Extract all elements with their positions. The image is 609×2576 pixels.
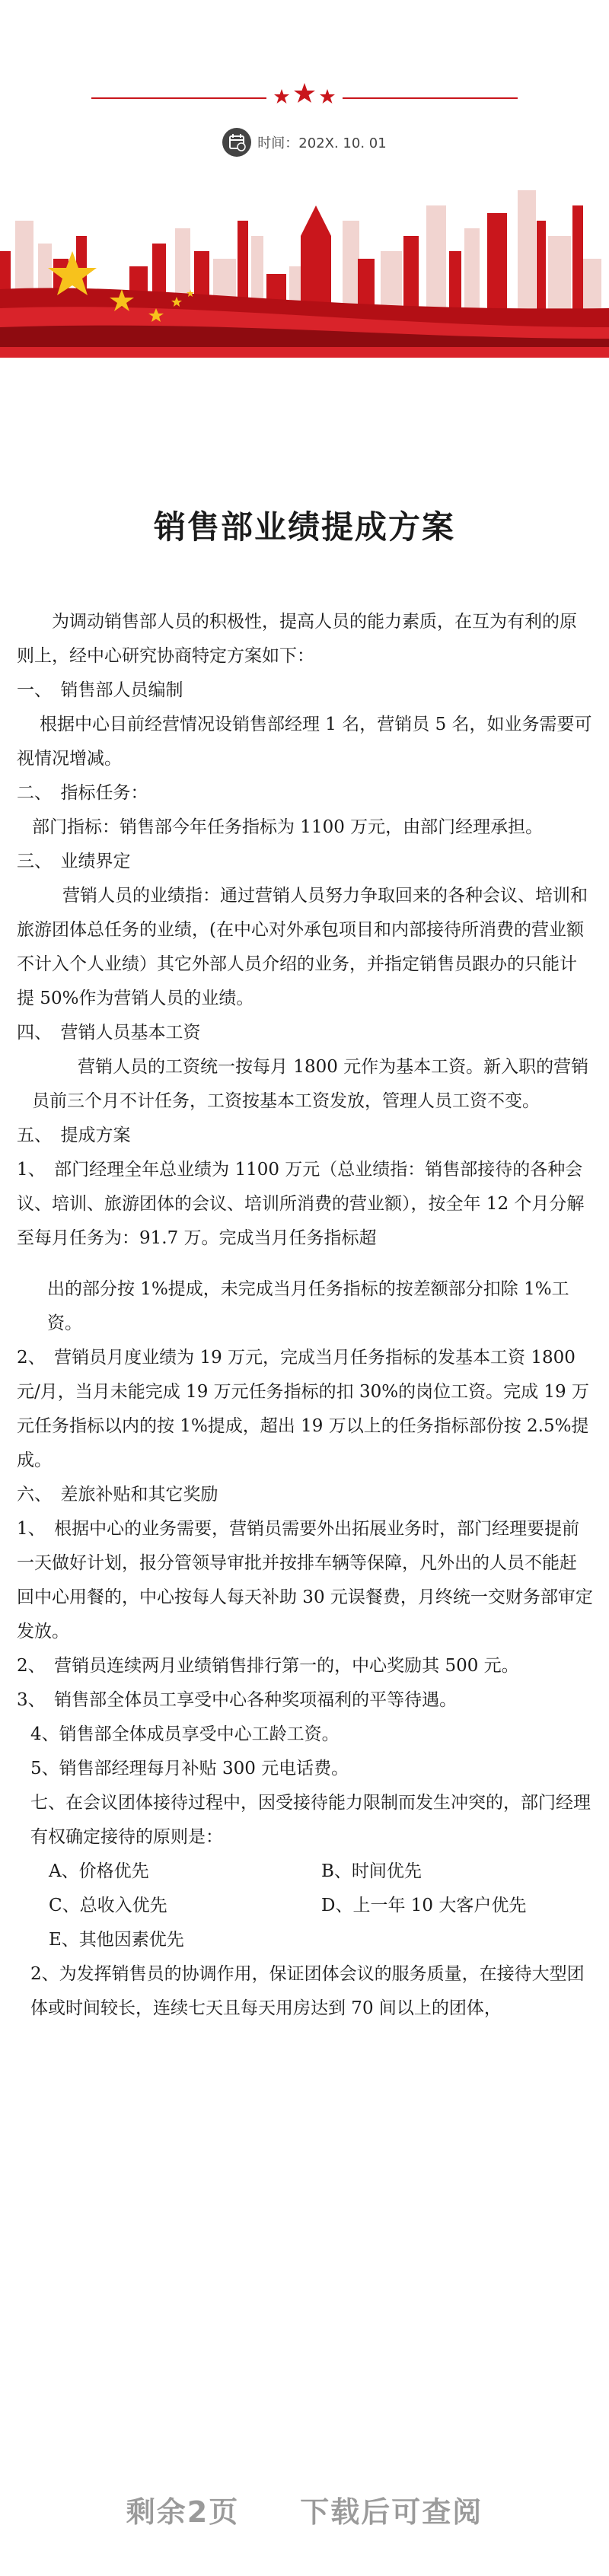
document-title: 销售部业绩提成方案 (153, 508, 455, 546)
section-heading-7: 七、在会议团体接待过程中，因受接待能力限制而发生冲突的，部门经理有权确定接待的原则是： (30, 1793, 591, 1847)
decor-line-left (91, 97, 266, 99)
city-skyline-banner (0, 175, 609, 358)
list-item-commission-1: 1、 部门经理全年总业绩为 1100 万元（总业绩指：销售部接待的各种会议、培训、旅游团体的会议、培训所消费的营业额），按全年 12 个月分解至每月任务为：91.7 万。完成当月任务指标超 (17, 1160, 585, 1248)
list-item-allowance-3: 3、 销售部全体员工享受中心各种奖项福利的平等待遇。 (17, 1690, 458, 1710)
priority-options-row-1 (17, 1855, 594, 1889)
option-d: D、上一年 10 大客户优先 (321, 1896, 527, 1915)
header-banner (0, 0, 609, 358)
calendar-icon (222, 128, 251, 157)
priority-options-row-2 (17, 1889, 594, 1923)
date-label: 时间：202X. 10. 01 (257, 135, 387, 151)
section-heading-3: 三、 业绩界定 (17, 852, 131, 871)
date-row (0, 128, 609, 157)
option-e: E、其他因素优先 (49, 1930, 184, 1950)
document-body (17, 605, 594, 2026)
list-item-allowance-5: 5、销售部经理每月补贴 300 元电话费。 (30, 1759, 349, 1778)
section-heading-4: 四、 营销人员基本工资 (17, 1023, 201, 1043)
list-item-commission-2: 2、 营销员月度业绩为 19 万元，完成当月任务指标的发基本工资 1800 元/月，当月未能完成 19 万元任务指标的扣 30%的岗位工资。完成 19 万元任务指标以内的按 1%提成，超出 19 万以上的任务指标部份按 2.5%提成。 (17, 1348, 589, 1470)
option-c: C、总收入优先 (49, 1896, 167, 1915)
download-prompt[interactable]: 剩余2页 下载后可查阅 (126, 2495, 483, 2529)
option-b: B、时间优先 (321, 1861, 422, 1881)
decor-line-right (343, 97, 518, 99)
paragraph-salary: 营销人员的工资统一按每月 1800 元作为基本工资。新入职的营销员前三个月不计任务，工资按基本工资发放，管理人员工资不变。 (32, 1057, 589, 1111)
section-heading-5: 五、 提成方案 (17, 1126, 131, 1145)
intro-paragraph: 为调动销售部人员的积极性，提高人员的能力素质，在互为有利的原则上，经中心研究协商特定方案如下： (17, 612, 577, 666)
paragraph-performance: 营销人员的业绩指：通过营销人员努力争取回来的各种会议、培训和旅游团体总任务的业绩，(在中心对外承包项目和内部接待所消费的营业额不计入个人业绩）其它外部人员介绍的业务，并指定销售员跟办的只能计提 50%作为营销人员的业绩。 (17, 886, 588, 1008)
list-item-allowance-2: 2、 营销员连续两月业绩销售排行第一的，中心奖励其 500 元。 (17, 1656, 519, 1676)
section-heading-1: 一、 销售部人员编制 (17, 680, 183, 700)
section-heading-6: 六、 差旅补贴和其它奖励 (17, 1485, 218, 1505)
paragraph-staffing: 根据中心目前经营情况设销售部经理 1 名，营销员 5 名，如业务需要可视情况增减。 (17, 715, 592, 769)
page-gap (17, 1256, 594, 1272)
list-item-allowance-4: 4、销售部全体成员享受中心工龄工资。 (30, 1724, 340, 1744)
three-stars-icon (270, 80, 339, 110)
list-item-allowance-1: 1、 根据中心的业务需要，营销员需要外出拓展业务时，部门经理要提前一天做好计划，报分管领导审批并按排车辆等保障，凡外出的人员不能赶回中心用餐的，中心按每人每天补助 30 元误餐费，月终统一交财务部审定发放。 (17, 1519, 593, 1641)
paragraph-coordination: 2、为发挥销售员的协调作用，保证团体会议的服务质量，在接待大型团体或时间较长，连续七天且每天用房达到 70 间以上的团体， (30, 1964, 585, 2018)
priority-options-row-3 (17, 1923, 594, 1957)
option-a: A、价格优先 (49, 1861, 149, 1881)
list-item-commission-1-cont: 出的部分按 1%提成，未完成当月任务指标的按差额部分扣除 1%工资。 (47, 1279, 569, 1333)
section-heading-2: 二、 指标任务： (17, 783, 148, 803)
paragraph-targets: 部门指标：销售部今年任务指标为 1100 万元，由部门经理承担。 (32, 817, 544, 837)
